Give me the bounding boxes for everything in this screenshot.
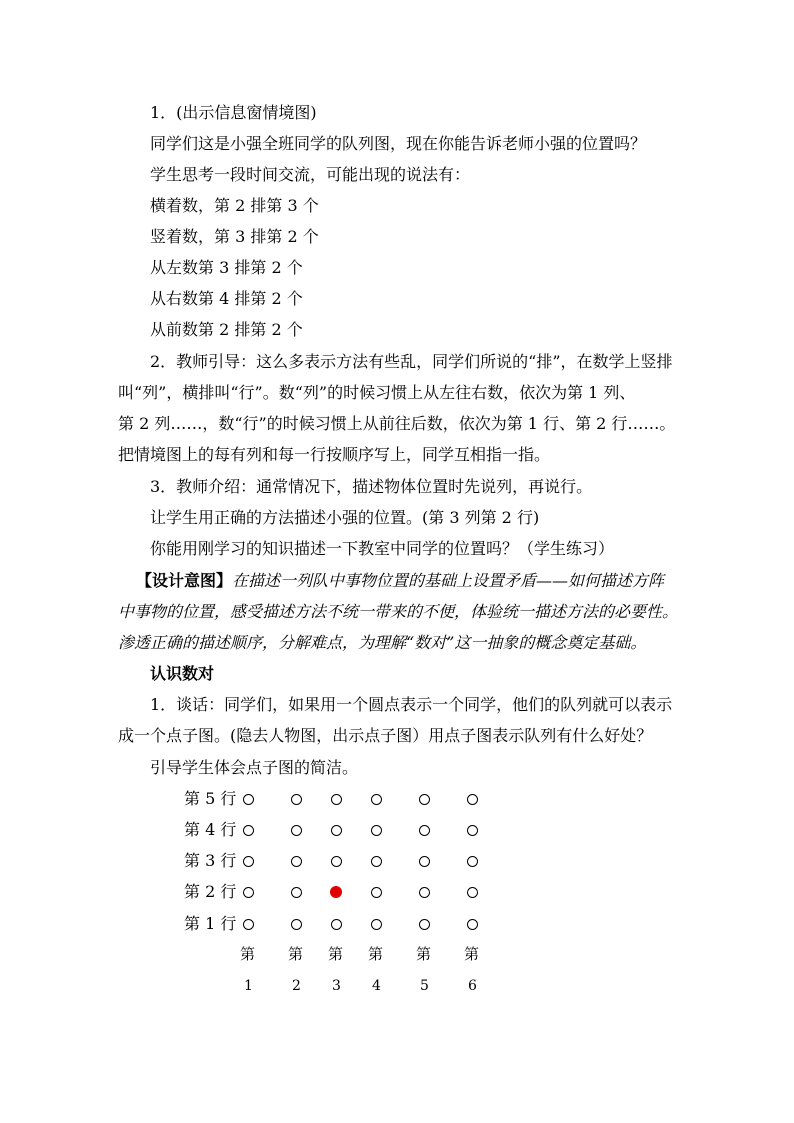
dot bbox=[243, 919, 254, 930]
dot bbox=[419, 856, 430, 867]
dot bbox=[419, 887, 430, 898]
column-number: 2 bbox=[292, 978, 301, 994]
column-label-prefix: 第 bbox=[240, 945, 256, 963]
paragraph: 叫“列”，横排叫“行”。数“列”的时候习惯上从左往右数，依次为第 1 列、 bbox=[118, 383, 636, 402]
paragraph: 横着数，第 2 排第 3 个 bbox=[150, 196, 319, 215]
dot bbox=[243, 794, 254, 805]
dot bbox=[331, 919, 342, 930]
design-intent-text: 在描述一列队中事物位置的基础上设置矛盾——如何描述方阵 bbox=[232, 571, 665, 590]
paragraph: 1．(出示信息窗情境图) bbox=[150, 103, 317, 122]
dot bbox=[331, 794, 342, 805]
paragraph: 成一个点子图。(隐去人物图，出示点子图）用点子图表示队列有什么好处？ bbox=[118, 726, 653, 745]
paragraph: 引导学生体会点子图的简洁。 bbox=[150, 758, 359, 777]
dot bbox=[371, 919, 382, 930]
column-label-prefix: 第 bbox=[328, 945, 344, 963]
dot bbox=[419, 825, 430, 836]
column-number: 4 bbox=[372, 978, 381, 994]
dot bbox=[243, 887, 254, 898]
dot bbox=[467, 887, 478, 898]
paragraph: 你能用刚学习的知识描述一下教室中同学的位置吗？（学生练习） bbox=[150, 539, 615, 558]
column-label-prefix: 第 bbox=[416, 945, 432, 963]
dot bbox=[291, 794, 302, 805]
row-label: 第 5 行 bbox=[184, 789, 237, 808]
dot bbox=[243, 856, 254, 867]
paragraph: 让学生用正确的方法描述小强的位置。(第 3 列第 2 行) bbox=[150, 508, 540, 527]
paragraph: 从前数第 2 排第 2 个 bbox=[150, 320, 303, 339]
dot bbox=[467, 856, 478, 867]
column-number: 5 bbox=[420, 978, 429, 994]
column-label-prefix: 第 bbox=[464, 945, 480, 963]
paragraph: 2．教师引导：这么多表示方法有些乱，同学们所说的“排”，在数学上竖排 bbox=[150, 352, 673, 371]
dot bbox=[331, 825, 342, 836]
dot bbox=[467, 794, 478, 805]
paragraph: 同学们这是小强全班同学的队列图，现在你能告诉老师小强的位置吗？ bbox=[150, 134, 647, 153]
dot bbox=[371, 794, 382, 805]
dot bbox=[419, 919, 430, 930]
dot bbox=[291, 887, 302, 898]
dot bbox=[467, 825, 478, 836]
paragraph: 从左数第 3 排第 2 个 bbox=[150, 258, 303, 277]
dot bbox=[331, 856, 342, 867]
column-label-prefix: 第 bbox=[288, 945, 304, 963]
paragraph: 竖着数，第 3 排第 2 个 bbox=[150, 227, 319, 246]
paragraph: 把情境图上的每有列和每一行按顺序写上，同学互相指一指。 bbox=[118, 445, 551, 464]
column-number: 1 bbox=[244, 978, 253, 994]
dot bbox=[371, 887, 382, 898]
column-label-prefix: 第 bbox=[368, 945, 384, 963]
row-label: 第 3 行 bbox=[184, 851, 237, 870]
dot bbox=[243, 825, 254, 836]
design-intent-text: 中事物的位置，感受描述方法不统一带来的不便，体验统一描述方法的必要性。 bbox=[118, 602, 679, 621]
row-label: 第 4 行 bbox=[184, 820, 237, 839]
dot bbox=[419, 794, 430, 805]
paragraph: 学生思考一段时间交流，可能出现的说法有： bbox=[150, 165, 471, 184]
column-number: 6 bbox=[468, 978, 477, 994]
dot bbox=[291, 919, 302, 930]
paragraph: 从右数第 4 排第 2 个 bbox=[150, 289, 303, 308]
paragraph: 3．教师介绍：通常情况下，描述物体位置时先说列，再说行。 bbox=[150, 477, 593, 496]
dot bbox=[467, 919, 478, 930]
dot bbox=[371, 856, 382, 867]
design-intent-line bbox=[136, 571, 664, 591]
section-heading: 认识数对 bbox=[150, 664, 215, 683]
row-label: 第 2 行 bbox=[184, 882, 237, 901]
dot bbox=[291, 856, 302, 867]
row-label: 第 1 行 bbox=[184, 914, 237, 933]
column-number: 3 bbox=[332, 978, 341, 994]
paragraph: 1．谈话：同学们，如果用一个圆点表示一个同学，他们的队列就可以表示 bbox=[150, 695, 673, 714]
dot bbox=[371, 825, 382, 836]
paragraph: 第 2 列……，数“行”的时候习惯上从前往后数，依次为第 1 行、第 2 行……。 bbox=[118, 414, 676, 433]
design-intent-label: 【设计意图】 bbox=[136, 571, 233, 590]
design-intent-text: 渗透正确的描述顺序，分解难点，为理解“数对”这一抽象的概念奠定基础。 bbox=[118, 633, 647, 652]
highlighted-dot bbox=[330, 886, 342, 898]
dot bbox=[291, 825, 302, 836]
